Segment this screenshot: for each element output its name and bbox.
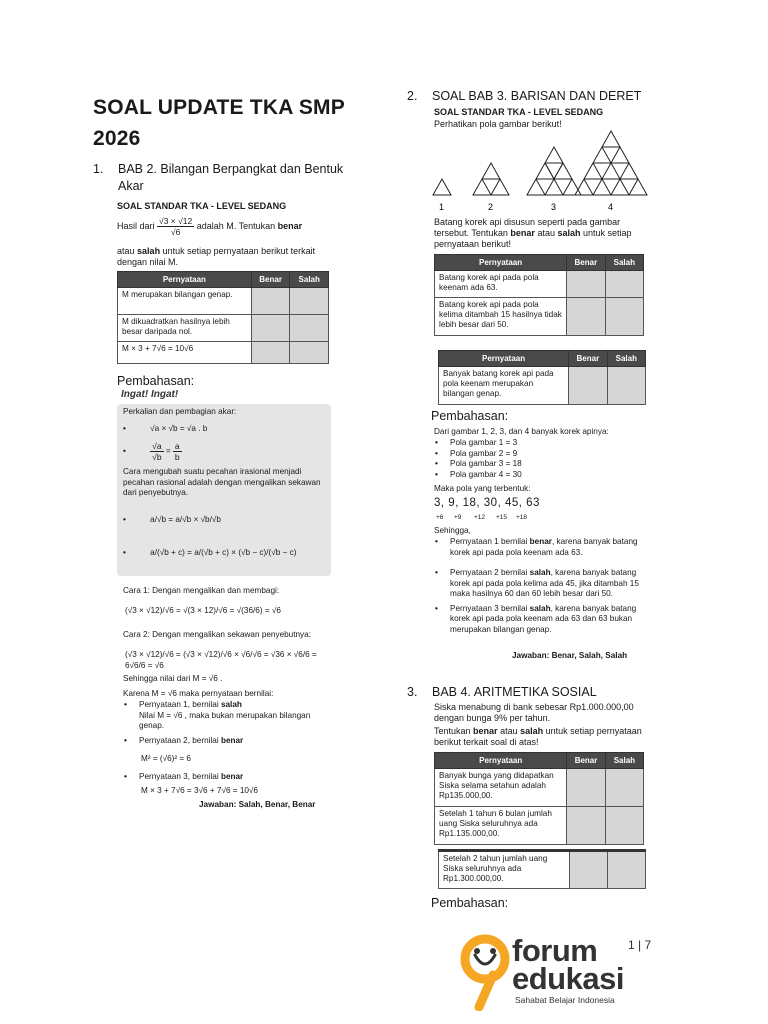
list-item: • Pola gambar 2 = 9: [434, 449, 644, 460]
benar-checkbox[interactable]: [569, 367, 607, 405]
answer-1: Jawaban: Salah, Benar, Benar: [199, 800, 316, 809]
pembahasan-label: Pembahasan:: [431, 409, 509, 423]
fig-label-3: 3: [551, 202, 557, 212]
p3-expression: M × 3 + 7√6 = 3√6 + 7√6 = 10√6: [141, 786, 258, 795]
explanation-list: [123, 772, 335, 783]
list-item: • Pernyataan 3 bernilai salah, karena banyak batang korek api pada pola keenam ada 63 dan 63 bukan merupakan bilangan genap.: [434, 604, 646, 636]
pattern-from: Dari gambar 1, 2, 3, dan 4 banyak korek apinya:: [434, 427, 609, 436]
section-3-instruction: Tentukan benar atau salah untuk setiap pernyataan berikut terkait soal di atas!: [434, 726, 642, 747]
rule-3: • a/√b = a/√b × √b/√b: [123, 515, 221, 524]
explanation-list: [123, 736, 335, 747]
table-row: Batang korek api pada pola keenam ada 63.: [435, 271, 644, 298]
salah-checkbox[interactable]: [290, 288, 329, 315]
karena-text: Karena M = √6 maka pernyataan bernilai:: [123, 689, 274, 698]
salah-checkbox[interactable]: [605, 271, 643, 298]
statement-table-1: Pernyataan Benar Salah M merupakan bilangan genap. M dikuadratkan hasilnya lebih besar daripada nol. M × 3 + 7√6 = 10√6: [117, 271, 329, 364]
salah-checkbox[interactable]: [607, 851, 645, 889]
sehingga-text: Sehingga,: [434, 526, 471, 535]
explanation-list: [123, 700, 335, 732]
cara-2-expression: (√3 × √12)/√6 = (√3 × √12)/√6 × √6/√6 = √36 × √6/6 = 6√6/6 = √6: [125, 650, 317, 670]
benar-checkbox[interactable]: [251, 288, 290, 315]
sequence: 3, 9, 18, 30, 45, 63: [434, 497, 540, 509]
rule-4: • a/(√b + c) = a/(√b + c) × (√b − c)/(√b − c): [123, 548, 297, 557]
question-1-cont: atau salah untuk setiap pernyataan berikut terkait dengan nilai M.: [117, 246, 316, 267]
logo-tagline: Sahabat Belajar Indonesia: [515, 995, 615, 1005]
list-item: • Pernyataan 1, bernilai salah Nilai M = √6 , maka bukan merupakan bilangan genap.: [123, 700, 335, 732]
cara-1-expression: (√3 × √12)/√6 = √(3 × 12)/√6 = √(36/6) = √6: [125, 606, 281, 615]
table-row: M merupakan bilangan genap.: [118, 288, 329, 315]
salah-checkbox[interactable]: [605, 807, 643, 845]
cara-2-label: Cara 2: Dengan mengalikan sekawan penyebutnya:: [123, 630, 311, 639]
table-row: M × 3 + 7√6 = 10√6: [118, 342, 329, 364]
reminder-paragraph: Cara mengubah suatu pecahan irasional menjadi pecahan rasional adalah dengan mengalikan sekawan dari penyebutnya.: [123, 467, 321, 497]
statement-table-5: [438, 849, 646, 889]
answer-2: Jawaban: Benar, Salah, Salah: [512, 651, 628, 660]
table-row: Banyak batang korek api pada pola keenam merupakan bilangan genap.: [439, 367, 646, 405]
table-row: Batang korek api pada pola kelima ditambah 15 hasilnya tidak lebih besar dari 50.: [435, 298, 644, 336]
benar-checkbox[interactable]: [567, 807, 605, 845]
rule-2: • $\frac{√a}{√b}$ = $\frac{a}{b}$: [123, 441, 180, 462]
table-row: M dikuadratkan hasilnya lebih besar daripada nol.: [118, 315, 329, 342]
p2-expression: M² = (√6)² = 6: [141, 754, 191, 763]
table-row: Banyak bunga yang didapatkan Siska selama setahun adalah Rp135.000,00.: [435, 769, 644, 807]
logo-text-forum: forum: [512, 933, 598, 968]
benar-checkbox[interactable]: [567, 769, 605, 807]
pattern-list: [434, 438, 644, 480]
salah-checkbox[interactable]: [290, 315, 329, 342]
list-item: • Pernyataan 3, bernilai benar: [123, 772, 335, 783]
salah-checkbox[interactable]: [607, 367, 645, 405]
table-row: Setelah 1 tahun 6 bulan jumlah uang Siska seluruhnya ada Rp1.135.000,00.: [435, 807, 644, 845]
page-number: 1 | 7: [628, 938, 652, 952]
benar-checkbox[interactable]: [567, 298, 605, 336]
fig-label-1: 1: [439, 202, 445, 212]
forum-edukasi-logo-icon: [455, 933, 515, 1011]
question-fraction: $\frac{√3 \times √12}{√6}$: [159, 216, 193, 237]
page-title: SOAL UPDATE TKA SMP 2026: [93, 96, 345, 150]
table-row: Setelah 2 tahun jumlah uang Siska seluruhnya ada Rp1.300.000,00.: [439, 851, 646, 889]
reminder-intro: Perkalian dan pembagian akar:: [123, 407, 237, 416]
statement-table-4: Pernyataan Benar Salah Banyak bunga yang didapatkan Siska selama setahun adalah Rp135.000,00. Setelah 1 tahun 6 bulan jumlah uang Siska seluruhnya ada Rp1.135.000,00.: [434, 752, 644, 845]
salah-checkbox[interactable]: [605, 769, 643, 807]
maka-text: Maka pola yang terbentuk:: [434, 484, 531, 493]
matchstick-pattern-figure: [425, 130, 655, 215]
statement-table-2: Pernyataan Benar Salah Batang korek api pada pola keenam ada 63. Batang korek api pada pola kelima ditambah 15 hasilnya tidak lebih besar dari 50.: [434, 254, 644, 336]
benar-checkbox[interactable]: [251, 342, 290, 364]
logo-text-edukasi: edukasi: [512, 961, 624, 996]
conclusion-list: [434, 537, 646, 635]
statement-table-3: Pernyataan Benar Salah Banyak batang korek api pada pola keenam merupakan bilangan genap.: [438, 350, 646, 405]
list-item: • Pernyataan 1 bernilai benar, karena banyak batang korek api pada pola keenam ada 63.: [434, 537, 646, 558]
salah-checkbox[interactable]: [605, 298, 643, 336]
pattern-intro: Perhatikan pola gambar berikut!: [434, 119, 562, 129]
list-item: • Pola gambar 3 = 18: [434, 459, 644, 470]
cara-1-label: Cara 1: Dengan mengalikan dan membagi:: [123, 586, 280, 595]
rule-1: • √a × √b = √a . b: [123, 424, 208, 433]
list-item: • Pernyataan 2 bernilai salah, karena banyak batang korek api pada pola kelima ada 45, jika ditambah 15 maka hasilnya 60 dan 60 lebih besar dari 50.: [434, 568, 646, 600]
benar-checkbox[interactable]: [251, 315, 290, 342]
level-label: SOAL STANDAR TKA - LEVEL SEDANG: [434, 107, 604, 117]
pattern-description: Batang korek api disusun seperti pada gambar tersebut. Tentukan benar atau salah untuk setiap pernyataan berikut!: [434, 217, 632, 249]
fig-label-2: 2: [488, 202, 494, 212]
list-item: • Pola gambar 4 = 30: [434, 470, 644, 481]
benar-checkbox[interactable]: [569, 851, 607, 889]
list-item: • Pola gambar 1 = 3: [434, 438, 644, 449]
list-item: • Pernyataan 2, bernilai benar: [123, 736, 335, 747]
question-1: Hasil dari $\frac{√3 \times √12}{√6}$ adalah M. Tentukan benar: [117, 216, 303, 237]
salah-checkbox[interactable]: [290, 342, 329, 364]
ingat-label: Ingat! Ingat!: [121, 389, 179, 400]
sehingga-text: Sehingga nilai dari M = √6 .: [123, 674, 223, 683]
section-3-intro: Siska menabung di bank sebesar Rp1.000.000,00 dengan bunga 9% per tahun.: [434, 702, 634, 723]
pembahasan-label: Pembahasan:: [431, 896, 509, 910]
fig-label-4: 4: [608, 202, 614, 212]
benar-checkbox[interactable]: [567, 271, 605, 298]
pembahasan-label: Pembahasan:: [117, 374, 195, 388]
level-label: SOAL STANDAR TKA - LEVEL SEDANG: [117, 201, 287, 211]
